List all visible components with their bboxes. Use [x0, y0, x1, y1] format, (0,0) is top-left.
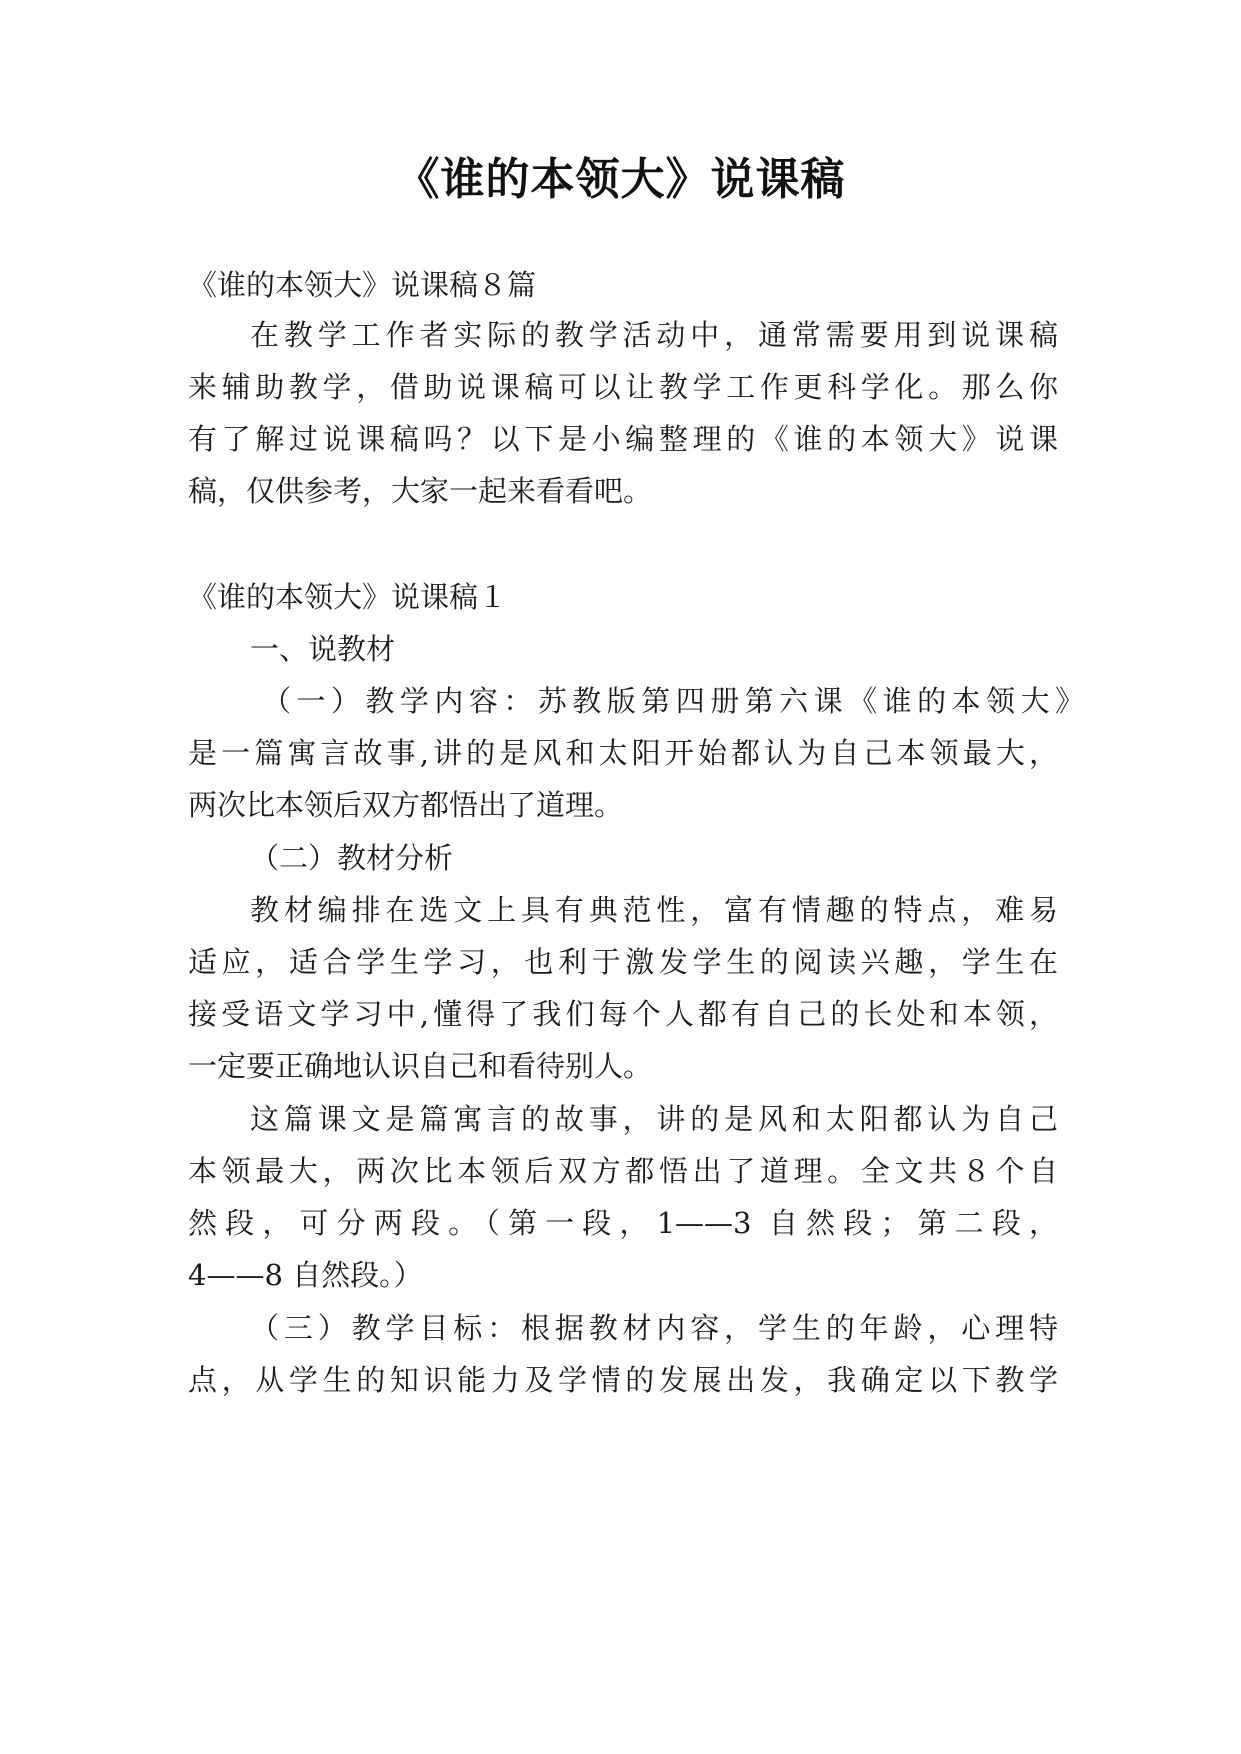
subsection-heading: 一、说教材 — [250, 632, 396, 666]
paragraph-line: 一定要正确地认识自己和看待别人。 — [188, 1049, 653, 1083]
paragraph-line: （三）教学目标：根据教材内容，学生的年龄，心理特 — [250, 1311, 1058, 1345]
paragraph-line: 是一篇寓言故事,讲的是风和太阳开始都认为自己本领最大， — [188, 736, 1058, 770]
paragraph-line: 两次比本领后双方都悟出了道理。 — [188, 788, 624, 822]
intro-paragraph-line: 有了解过说课稿吗？以下是小编整理的《谁的本领大》说课 — [188, 422, 1058, 456]
intro-paragraph-line: 来辅助教学，借助说课稿可以让教学工作更科学化。那么你 — [188, 370, 1058, 404]
paragraph-line: 这篇课文是篇寓言的故事，讲的是风和太阳都认为自己 — [250, 1102, 1058, 1136]
paragraph-line: （一）教学内容：苏教版第四册第六课《谁的本领大》 — [262, 684, 1084, 718]
collection-heading: 《谁的本领大》说课稿８篇 — [188, 268, 537, 302]
intro-paragraph-line: 稿，仅供参考，大家一起来看看吧。 — [188, 474, 653, 508]
document-title: 《谁的本领大》说课稿 — [395, 154, 846, 205]
paragraph-line: 适应，适合学生学习，也利于激发学生的阅读兴趣，学生在 — [188, 945, 1058, 979]
paragraph-line: 点，从学生的知识能力及学情的发展出发，我确定以下教学 — [188, 1363, 1058, 1397]
intro-paragraph-line: 在教学工作者实际的教学活动中，通常需要用到说课稿 — [250, 318, 1058, 352]
paragraph-line: 然段，可分两段。（第一段，1——3 自然段；第二段， — [188, 1206, 1058, 1240]
subsection-heading: （二）教材分析 — [250, 841, 454, 875]
paragraph-line: 4——8 自然段。） — [188, 1258, 423, 1292]
paragraph-line: 教材编排在选文上具有典范性，富有情趣的特点，难易 — [250, 893, 1058, 927]
paragraph-line: 接受语文学习中,懂得了我们每个人都有自己的长处和本领， — [188, 997, 1058, 1031]
paragraph-line: 本领最大，两次比本领后双方都悟出了道理。全文共８个自 — [188, 1154, 1058, 1188]
section-heading: 《谁的本领大》说课稿１ — [188, 580, 508, 614]
